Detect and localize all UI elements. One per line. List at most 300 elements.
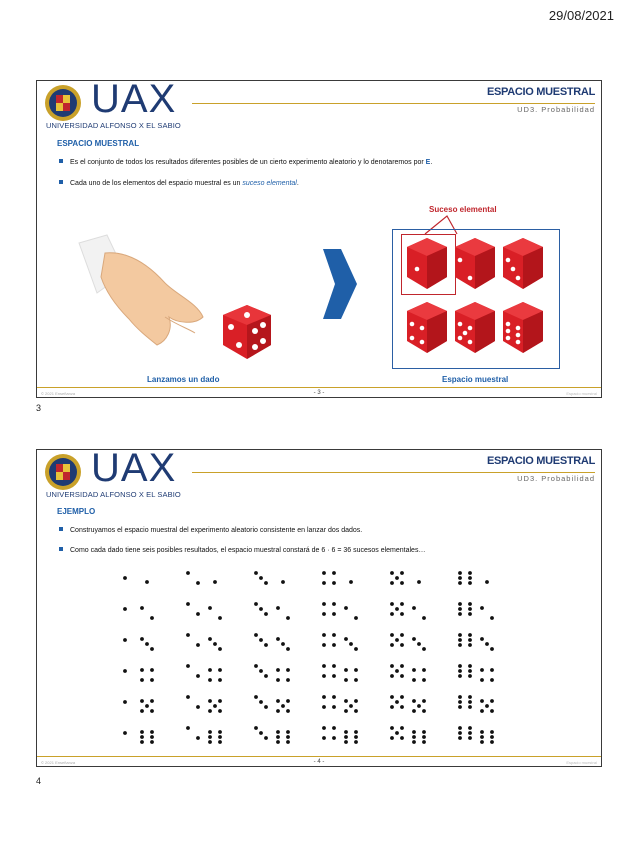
- pip: [480, 740, 484, 744]
- pip: [123, 638, 127, 642]
- pip: [286, 678, 290, 682]
- pip: [196, 736, 200, 740]
- footer-left: © 2021 Enseñanza: [41, 760, 76, 765]
- pip: [123, 669, 127, 673]
- pip: [400, 581, 404, 585]
- pip: [354, 678, 358, 682]
- pip: [332, 664, 336, 668]
- page-label-4: 4: [36, 776, 42, 786]
- pip: [322, 674, 326, 678]
- pip: [145, 580, 149, 584]
- pip: [140, 709, 144, 713]
- pip: [468, 726, 472, 730]
- pip: [395, 731, 399, 735]
- pip: [458, 607, 462, 611]
- pip: [213, 704, 217, 708]
- pip: [458, 731, 462, 735]
- pip: [412, 735, 416, 739]
- pip: [395, 607, 399, 611]
- pip: [458, 602, 462, 606]
- pip: [150, 740, 154, 744]
- pip: [140, 730, 144, 734]
- pip: [354, 668, 358, 672]
- pip: [458, 726, 462, 730]
- pip: [196, 674, 200, 678]
- slide-title: ESPACIO MUESTRAL: [486, 86, 595, 98]
- pip: [344, 735, 348, 739]
- pip: [254, 695, 258, 699]
- pip: [322, 581, 326, 585]
- pip: [218, 735, 222, 739]
- pip: [344, 740, 348, 744]
- pip: [458, 736, 462, 740]
- pip: [344, 699, 348, 703]
- pip: [150, 735, 154, 739]
- pip: [344, 637, 348, 641]
- pip: [322, 571, 326, 575]
- pip: [390, 726, 394, 730]
- pip: [186, 664, 190, 668]
- pip: [186, 602, 190, 606]
- pip: [140, 668, 144, 672]
- pip: [458, 612, 462, 616]
- pip: [322, 633, 326, 637]
- pip: [422, 668, 426, 672]
- pip: [400, 571, 404, 575]
- pip: [422, 678, 426, 682]
- pip: [254, 571, 258, 575]
- pip: [196, 612, 200, 616]
- pip: [264, 612, 268, 616]
- pip: [468, 736, 472, 740]
- pip: [276, 606, 280, 610]
- two-dice-outcome-grid: [113, 566, 523, 752]
- pip: [322, 705, 326, 709]
- die-icon: [215, 301, 275, 363]
- pip: [264, 674, 268, 678]
- pip: [140, 699, 144, 703]
- pip: [390, 633, 394, 637]
- bullet-square-icon: [59, 527, 63, 531]
- pip: [218, 678, 222, 682]
- pip: [254, 602, 258, 606]
- pip: [354, 699, 358, 703]
- pip: [349, 580, 353, 584]
- footer-page: - 3 -: [313, 390, 325, 396]
- pip: [259, 731, 263, 735]
- pip: [480, 637, 484, 641]
- pip: [417, 704, 421, 708]
- pip: [468, 700, 472, 704]
- pip: [412, 606, 416, 610]
- pip: [468, 602, 472, 606]
- pip: [186, 726, 190, 730]
- bullet-text: Como cada dado tiene seis posibles resultados, el espacio muestral constará de 6 · 6 = 36 sucesos elementales…: [70, 547, 426, 554]
- pip: [259, 669, 263, 673]
- pip: [332, 705, 336, 709]
- pip: [264, 643, 268, 647]
- pip: [286, 699, 290, 703]
- pip: [490, 678, 494, 682]
- die-icon: [499, 299, 547, 357]
- pip: [218, 730, 222, 734]
- pip: [322, 726, 326, 730]
- pip: [390, 602, 394, 606]
- pip: [390, 571, 394, 575]
- pip: [412, 730, 416, 734]
- pip: [354, 647, 358, 651]
- hand-icon: [77, 233, 207, 358]
- pip: [332, 674, 336, 678]
- pip: [254, 664, 258, 668]
- pip: [349, 704, 353, 708]
- uax-logo: [43, 449, 193, 500]
- uax-crest-icon: [43, 452, 83, 492]
- pip: [417, 642, 421, 646]
- pip: [208, 606, 212, 610]
- page-label-3: 3: [36, 403, 42, 413]
- pip: [344, 678, 348, 682]
- logo-wordmark: UAX: [91, 80, 177, 121]
- logo-wordmark: UAX: [91, 449, 177, 490]
- logo-subtitle: UNIVERSIDAD ALFONSO X EL SABIO: [46, 490, 181, 499]
- pip: [196, 643, 200, 647]
- pip: [422, 709, 426, 713]
- logo-subtitle: UNIVERSIDAD ALFONSO X EL SABIO: [46, 121, 181, 130]
- pip: [400, 612, 404, 616]
- pip: [150, 647, 154, 651]
- pip: [490, 730, 494, 734]
- pip: [281, 580, 285, 584]
- pip: [354, 730, 358, 734]
- pip: [485, 704, 489, 708]
- pip: [344, 709, 348, 713]
- pip: [259, 607, 263, 611]
- header-divider: [192, 103, 595, 104]
- pip: [422, 735, 426, 739]
- pip: [123, 607, 127, 611]
- footer-divider: [37, 387, 601, 388]
- pip: [322, 664, 326, 668]
- footer-right: Espacio muestral: [566, 391, 597, 396]
- pip: [390, 612, 394, 616]
- caption-sample-space: Espacio muestral: [442, 375, 509, 384]
- pip: [354, 709, 358, 713]
- pip: [208, 730, 212, 734]
- bullet-end: .: [430, 159, 433, 166]
- pip: [354, 616, 358, 620]
- pip: [322, 612, 326, 616]
- pip: [213, 580, 217, 584]
- pip: [354, 735, 358, 739]
- die-icon: [403, 299, 451, 357]
- pip: [264, 581, 268, 585]
- pip: [490, 709, 494, 713]
- bullet-text: Es el conjunto de todos los resultados diferentes posibles de un cierto experimento aleatorio y lo denotaremos por: [70, 159, 426, 166]
- pip: [276, 709, 280, 713]
- pip: [150, 616, 154, 620]
- pip: [140, 735, 144, 739]
- pip: [412, 668, 416, 672]
- pip: [390, 695, 394, 699]
- pip: [281, 704, 285, 708]
- pip: [468, 581, 472, 585]
- pip: [400, 633, 404, 637]
- pip: [468, 612, 472, 616]
- pip: [390, 643, 394, 647]
- pip: [412, 637, 416, 641]
- pip: [468, 643, 472, 647]
- pip: [322, 643, 326, 647]
- pip: [276, 735, 280, 739]
- pip: [390, 736, 394, 740]
- symbol-e: E: [425, 159, 431, 166]
- pip: [332, 643, 336, 647]
- pip: [196, 705, 200, 709]
- pip: [186, 571, 190, 575]
- die-icon: [499, 235, 547, 293]
- pip: [395, 576, 399, 580]
- pip: [480, 678, 484, 682]
- slide-subtitle: UD3. Probabilidad: [517, 105, 595, 114]
- caption-roll: Lanzamos un dado: [147, 375, 220, 384]
- pip: [417, 580, 421, 584]
- pip: [480, 699, 484, 703]
- pip: [468, 633, 472, 637]
- pip: [458, 643, 462, 647]
- pip: [332, 695, 336, 699]
- pip: [349, 642, 353, 646]
- pip: [186, 633, 190, 637]
- pip: [400, 664, 404, 668]
- pip: [276, 699, 280, 703]
- pip: [485, 580, 489, 584]
- pip: [480, 735, 484, 739]
- pip: [468, 607, 472, 611]
- pip: [259, 638, 263, 642]
- pip: [354, 740, 358, 744]
- pip: [344, 668, 348, 672]
- pip: [490, 740, 494, 744]
- pip: [400, 643, 404, 647]
- pip: [286, 616, 290, 620]
- pip: [264, 736, 268, 740]
- pip: [458, 674, 462, 678]
- suceso-elemental-label: Suceso elemental: [429, 205, 497, 214]
- pip: [458, 581, 462, 585]
- bullet-text: Cada uno de los elementos del espacio muestral es un: [70, 180, 243, 187]
- pip: [208, 735, 212, 739]
- pip: [286, 735, 290, 739]
- bullet-construct: [59, 527, 362, 534]
- pip: [400, 726, 404, 730]
- pip: [458, 705, 462, 709]
- pip: [458, 571, 462, 575]
- pip: [281, 642, 285, 646]
- pip: [468, 695, 472, 699]
- pip: [458, 669, 462, 673]
- pip: [390, 705, 394, 709]
- footer-left: © 2021 Enseñanza: [41, 391, 76, 396]
- pip: [140, 637, 144, 641]
- pip: [286, 740, 290, 744]
- footer-right: Espacio muestral: [566, 760, 597, 765]
- pip: [422, 730, 426, 734]
- pip: [276, 678, 280, 682]
- pip: [276, 740, 280, 744]
- pip: [276, 637, 280, 641]
- pip: [332, 602, 336, 606]
- pip: [490, 616, 494, 620]
- uax-crest-icon: [43, 83, 83, 123]
- pip: [458, 576, 462, 580]
- uax-logo: [43, 80, 193, 131]
- pip: [480, 709, 484, 713]
- pip: [332, 612, 336, 616]
- pip: [468, 731, 472, 735]
- pip: [150, 668, 154, 672]
- pip: [208, 678, 212, 682]
- pip: [208, 709, 212, 713]
- pip: [276, 668, 280, 672]
- pip: [400, 602, 404, 606]
- pip: [123, 700, 127, 704]
- pip: [468, 638, 472, 642]
- pip: [332, 736, 336, 740]
- section-heading: ESPACIO MUESTRAL: [57, 139, 140, 148]
- pip: [344, 730, 348, 734]
- pip: [390, 674, 394, 678]
- pip: [412, 699, 416, 703]
- pip: [480, 606, 484, 610]
- section-heading: EJEMPLO: [57, 507, 96, 516]
- pip: [480, 668, 484, 672]
- pip: [150, 730, 154, 734]
- slide-subtitle: UD3. Probabilidad: [517, 474, 595, 483]
- pip: [458, 664, 462, 668]
- pip: [412, 678, 416, 682]
- die-icon: [403, 235, 451, 293]
- pip: [123, 731, 127, 735]
- print-date: 29/08/2021: [548, 8, 614, 23]
- pip: [332, 571, 336, 575]
- slide-4[interactable]: [36, 449, 602, 767]
- pip: [422, 616, 426, 620]
- pip: [145, 642, 149, 646]
- pip: [468, 705, 472, 709]
- pip: [140, 606, 144, 610]
- pip: [208, 740, 212, 744]
- pip: [395, 700, 399, 704]
- pip: [276, 730, 280, 734]
- pip: [322, 736, 326, 740]
- bullet-definition: [59, 159, 432, 166]
- slide-title: ESPACIO MUESTRAL: [486, 455, 595, 467]
- pip: [218, 709, 222, 713]
- pip: [395, 669, 399, 673]
- pip: [332, 633, 336, 637]
- bullet-end: .: [296, 180, 299, 187]
- pip: [218, 616, 222, 620]
- die-icon: [451, 235, 499, 293]
- bullet-text: Construyamos el espacio muestral del experimento aleatorio consistente en lanzar dos dados.: [70, 527, 363, 534]
- pip: [286, 668, 290, 672]
- pip: [218, 647, 222, 651]
- pip: [322, 695, 326, 699]
- pip: [458, 638, 462, 642]
- pip: [468, 571, 472, 575]
- pip: [400, 695, 404, 699]
- pip: [480, 730, 484, 734]
- pip: [332, 581, 336, 585]
- pip: [490, 668, 494, 672]
- pip: [322, 602, 326, 606]
- pip: [259, 576, 263, 580]
- pip: [400, 736, 404, 740]
- pip: [458, 700, 462, 704]
- footer-divider: [37, 756, 601, 757]
- pip: [286, 730, 290, 734]
- pip: [254, 633, 258, 637]
- pip: [254, 726, 258, 730]
- pip: [150, 678, 154, 682]
- pip: [422, 740, 426, 744]
- pip: [485, 642, 489, 646]
- pip: [286, 647, 290, 651]
- arrow-right-icon: [319, 249, 359, 319]
- pip: [468, 674, 472, 678]
- pip: [422, 699, 426, 703]
- pip: [458, 695, 462, 699]
- suceso-elemental-term: suceso elemental: [242, 180, 297, 187]
- bullet-square-icon: [59, 547, 63, 551]
- pip: [412, 740, 416, 744]
- pip: [218, 740, 222, 744]
- pip: [400, 705, 404, 709]
- pip: [468, 576, 472, 580]
- pip: [390, 664, 394, 668]
- pip: [145, 704, 149, 708]
- pip: [422, 647, 426, 651]
- slide-3[interactable]: [36, 80, 602, 398]
- pip: [344, 606, 348, 610]
- bullet-elemental: [59, 180, 299, 187]
- pip: [332, 726, 336, 730]
- pip: [218, 668, 222, 672]
- pip: [150, 699, 154, 703]
- pip: [490, 647, 494, 651]
- pip: [490, 699, 494, 703]
- footer-page: - 4 -: [313, 759, 325, 765]
- bullet-count: [59, 547, 425, 554]
- bullet-square-icon: [59, 159, 63, 163]
- pip: [490, 735, 494, 739]
- header-divider: [192, 472, 595, 473]
- die-icon: [451, 299, 499, 357]
- pip: [468, 664, 472, 668]
- pip: [400, 674, 404, 678]
- pip: [140, 740, 144, 744]
- pip: [150, 709, 154, 713]
- pip: [208, 668, 212, 672]
- pip: [123, 576, 127, 580]
- pip: [213, 642, 217, 646]
- pip: [140, 678, 144, 682]
- pip: [208, 699, 212, 703]
- pip: [395, 638, 399, 642]
- pip: [196, 581, 200, 585]
- bullet-square-icon: [59, 180, 63, 184]
